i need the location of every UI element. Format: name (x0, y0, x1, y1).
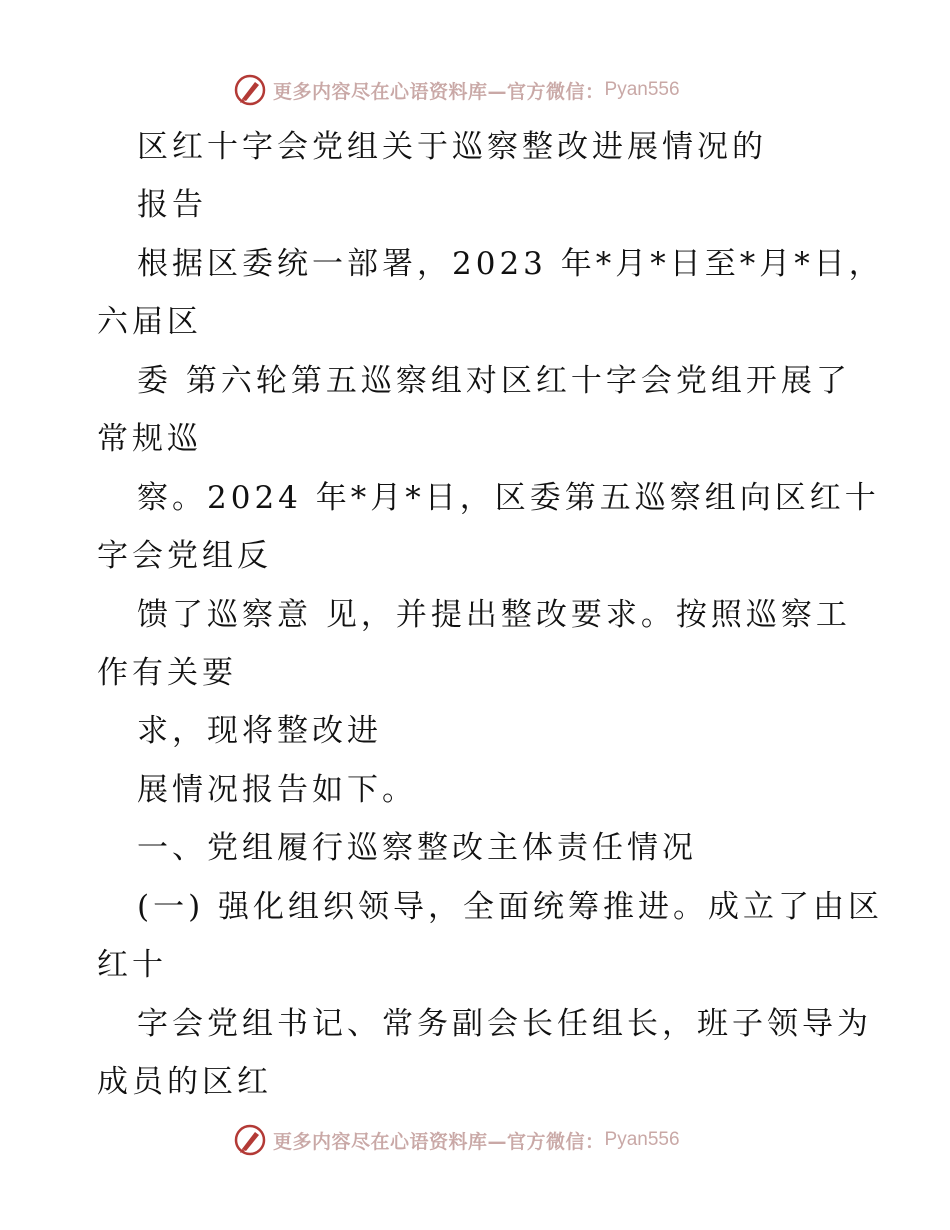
body-line: 红十 (97, 947, 167, 983)
body-line: 字会党组反 (97, 538, 272, 574)
watermark-wechat-id: Pyan556 (604, 79, 680, 100)
body-line: 委 第六轮第五巡察组对区红十字会党组开展了 (137, 363, 851, 399)
body-line: 馈了巡察意 见，并提出整改要求。按照巡察工 (137, 597, 851, 633)
watermark-header (233, 72, 680, 108)
subsection-heading: (一) 强化组织领导，全面统筹推进。成立了由区 (137, 889, 884, 925)
section-heading: 一、党组履行巡察整改主体责任情况 (137, 830, 697, 866)
body-line: 常规巡 (97, 421, 202, 457)
document-title-line-1: 区红十字会党组关于巡察整改进展情况的 (137, 129, 767, 165)
pen-logo-icon (233, 73, 267, 107)
document-title-line-2: 报告 (137, 187, 207, 223)
body-line: 根据区委统一部署，2023 年*月*日至*月*日， (137, 246, 884, 282)
body-line: 作有关要 (97, 655, 237, 691)
watermark-text: 更多内容尽在心语资料库—官方微信： (273, 80, 605, 103)
watermark-wechat-id: Pyan556 (604, 1129, 680, 1150)
pen-logo-icon (233, 1123, 267, 1157)
body-line: 六届区 (97, 304, 202, 340)
body-line: 展情况报告如下。 (137, 772, 417, 808)
body-line: 求，现将整改进 (137, 713, 382, 749)
watermark-text: 更多内容尽在心语资料库—官方微信： (273, 1130, 605, 1153)
body-line: 字会党组书记、常务副会长任组长，班子领导为 (137, 1006, 872, 1042)
body-line: 察。2024 年*月*日，区委第五巡察组向区红十 (137, 480, 880, 516)
watermark-footer (233, 1122, 680, 1158)
body-line: 成员的区红 (97, 1064, 272, 1100)
